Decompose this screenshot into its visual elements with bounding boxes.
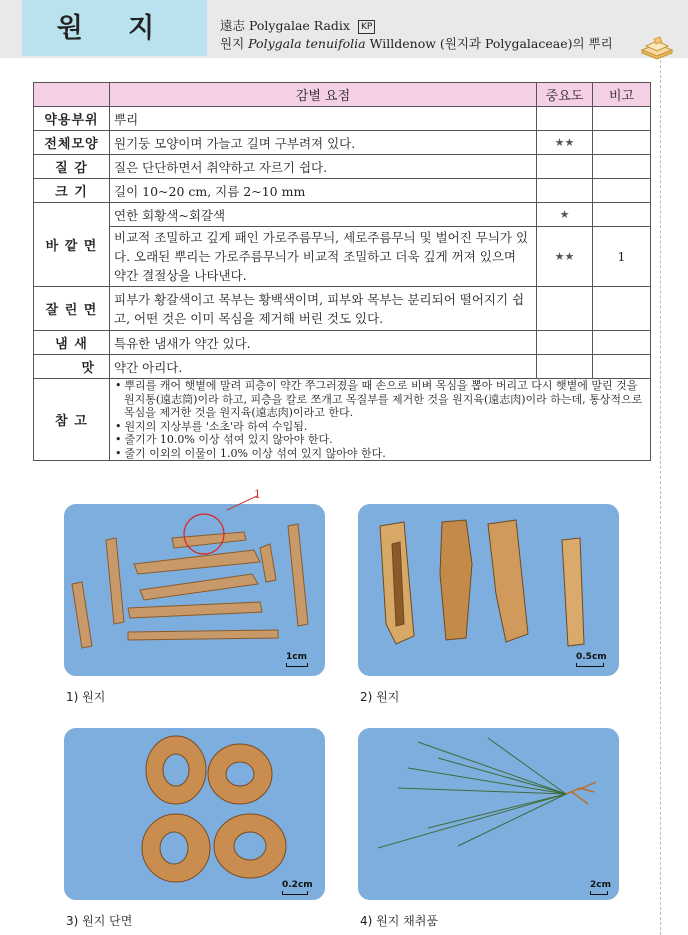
- table-row: [34, 107, 651, 131]
- row-desc: 원기둥 모양이며 가늘고 길며 구부려져 있다.: [110, 131, 537, 155]
- row-desc: 질은 단단하면서 취약하고 자르기 쉽다.: [110, 155, 537, 179]
- scale-bar: [286, 652, 308, 667]
- reference-label: 참 고: [34, 379, 110, 461]
- row-importance: [537, 355, 593, 379]
- row-label: 냄 새: [34, 331, 110, 355]
- scale-label: 0.2cm: [282, 880, 313, 890]
- row-importance: [537, 287, 593, 331]
- reference-item: • 원지의 지상부를 '소초'라 하여 수입됨.: [124, 420, 646, 434]
- species-name: Polygala tenuifolia: [248, 36, 366, 51]
- row-importance: [537, 179, 593, 203]
- row-label: 크 기: [34, 179, 110, 203]
- row-desc: 비교적 조밀하고 깊게 패인 가로주름무늬, 세로주름무늬 및 벌어진 무늬가 있다. 오래된 뿌리는 가로주름무늬가 비교적 조밀하고 더욱 깊게 꺼져 있으며 약간 결절상을 나타낸다.: [110, 227, 537, 287]
- reference-item: • 줄기가 10.0% 이상 섞여 있지 않아야 한다.: [124, 433, 646, 447]
- harvested-plant-illustration: [358, 728, 619, 900]
- page-header: [0, 0, 688, 58]
- origin-suffix: Willdenow (원지과 Polygalaceae)의 뿌리: [369, 36, 613, 51]
- table-row: [34, 227, 651, 287]
- hanja-name: 遠志: [220, 18, 246, 33]
- reference-row: [34, 379, 651, 461]
- col-header-points: 감별 요점: [110, 83, 537, 107]
- figure-caption: 2) 원지: [360, 690, 400, 704]
- row-note: [593, 203, 651, 227]
- kp-badge: KP: [358, 20, 375, 34]
- row-desc: 뿌리: [110, 107, 537, 131]
- row-label: 약용부위: [34, 107, 110, 131]
- row-desc: 특유한 냄새가 약간 있다.: [110, 331, 537, 355]
- figure-caption: 3) 원지 단면: [66, 914, 133, 928]
- row-importance: ★★: [537, 227, 593, 287]
- reference-item: • 줄기 이외의 이물이 1.0% 이상 섞여 있지 않아야 한다.: [124, 447, 646, 461]
- col-header-note: 비고: [593, 83, 651, 107]
- table-header-row: [34, 83, 651, 107]
- row-desc: 연한 회황색~회갈색: [110, 203, 537, 227]
- row-note: [593, 355, 651, 379]
- row-label: 전체모양: [34, 131, 110, 155]
- row-importance: [537, 155, 593, 179]
- row-note: [593, 155, 651, 179]
- root-pieces-illustration: [358, 504, 619, 676]
- row-desc: 피부가 황갈색이고 목부는 황백색이며, 피부와 목부는 분리되어 떨어지기 쉽고, 어떤 것은 이미 목심을 제거해 버린 것도 있다.: [110, 287, 537, 331]
- scale-label: 0.5cm: [576, 652, 607, 662]
- row-importance: [537, 331, 593, 355]
- page-margin-line: [660, 60, 661, 935]
- row-note: [593, 131, 651, 155]
- row-label: 바 깥 면: [34, 203, 110, 287]
- figure-caption: 4) 원지 채취품: [360, 914, 438, 928]
- table-row: [34, 131, 651, 155]
- cross-sections-illustration: [64, 728, 325, 900]
- origin-line: [220, 34, 613, 52]
- page-title: 원 지: [56, 13, 173, 44]
- row-importance: [537, 107, 593, 131]
- table-row: [34, 355, 651, 379]
- table-header-blank: [34, 83, 110, 107]
- reference-cell: [110, 379, 651, 461]
- row-note: [593, 179, 651, 203]
- row-importance: ★★: [537, 131, 593, 155]
- origin-prefix: 원지: [220, 36, 245, 51]
- latin-name: Polygalae Radix: [249, 18, 350, 33]
- table-row: [34, 179, 651, 203]
- photo-cross-sections: [64, 728, 325, 900]
- row-desc: 약간 아리다.: [110, 355, 537, 379]
- row-label: 맛: [34, 355, 110, 379]
- row-note: [593, 331, 651, 355]
- row-label: 질 감: [34, 155, 110, 179]
- table-row: [34, 287, 651, 331]
- photo-dried-roots: [64, 504, 325, 676]
- reference-item: • 뿌리를 캐어 햇볕에 말려 피층이 약간 쭈그러졌을 때 손으로 비벼 목심을 뽑아 버리고 다시 햇볕에 말린 것을 원지통(遠志筒)이라 하고, 피층을 칼로 쪼개고 목질부를 제거한 것을 원지육(遠志肉)이라 하는데, 통상적으로 목심을 제거한 것을 원지육(遠志肉)이라고 한다.: [124, 379, 646, 420]
- row-note: [593, 287, 651, 331]
- scale-bar: [590, 880, 611, 895]
- row-desc: 길이 10~20 cm, 지름 2~10 mm: [110, 179, 537, 203]
- title-box: [22, 0, 207, 56]
- scale-label: 2cm: [590, 880, 611, 890]
- row-note: 1: [593, 227, 651, 287]
- identification-table: [33, 82, 651, 461]
- col-header-importance: 중요도: [537, 83, 593, 107]
- row-importance: ★: [537, 203, 593, 227]
- figure-caption: 1) 원지: [66, 690, 106, 704]
- row-label: 잘 린 면: [34, 287, 110, 331]
- table-row: [34, 203, 651, 227]
- photo-root-pieces: [358, 504, 619, 676]
- roots-illustration: [64, 504, 325, 676]
- table-row: [34, 331, 651, 355]
- latin-name-line: [220, 16, 375, 34]
- table-row: [34, 155, 651, 179]
- row-note: [593, 107, 651, 131]
- scale-label: 1cm: [286, 652, 307, 662]
- photo-harvested-plant: [358, 728, 619, 900]
- scale-bar: [282, 880, 313, 895]
- scale-bar: [576, 652, 607, 667]
- book-stack-icon: [640, 36, 674, 60]
- annotation-number: 1: [254, 488, 261, 501]
